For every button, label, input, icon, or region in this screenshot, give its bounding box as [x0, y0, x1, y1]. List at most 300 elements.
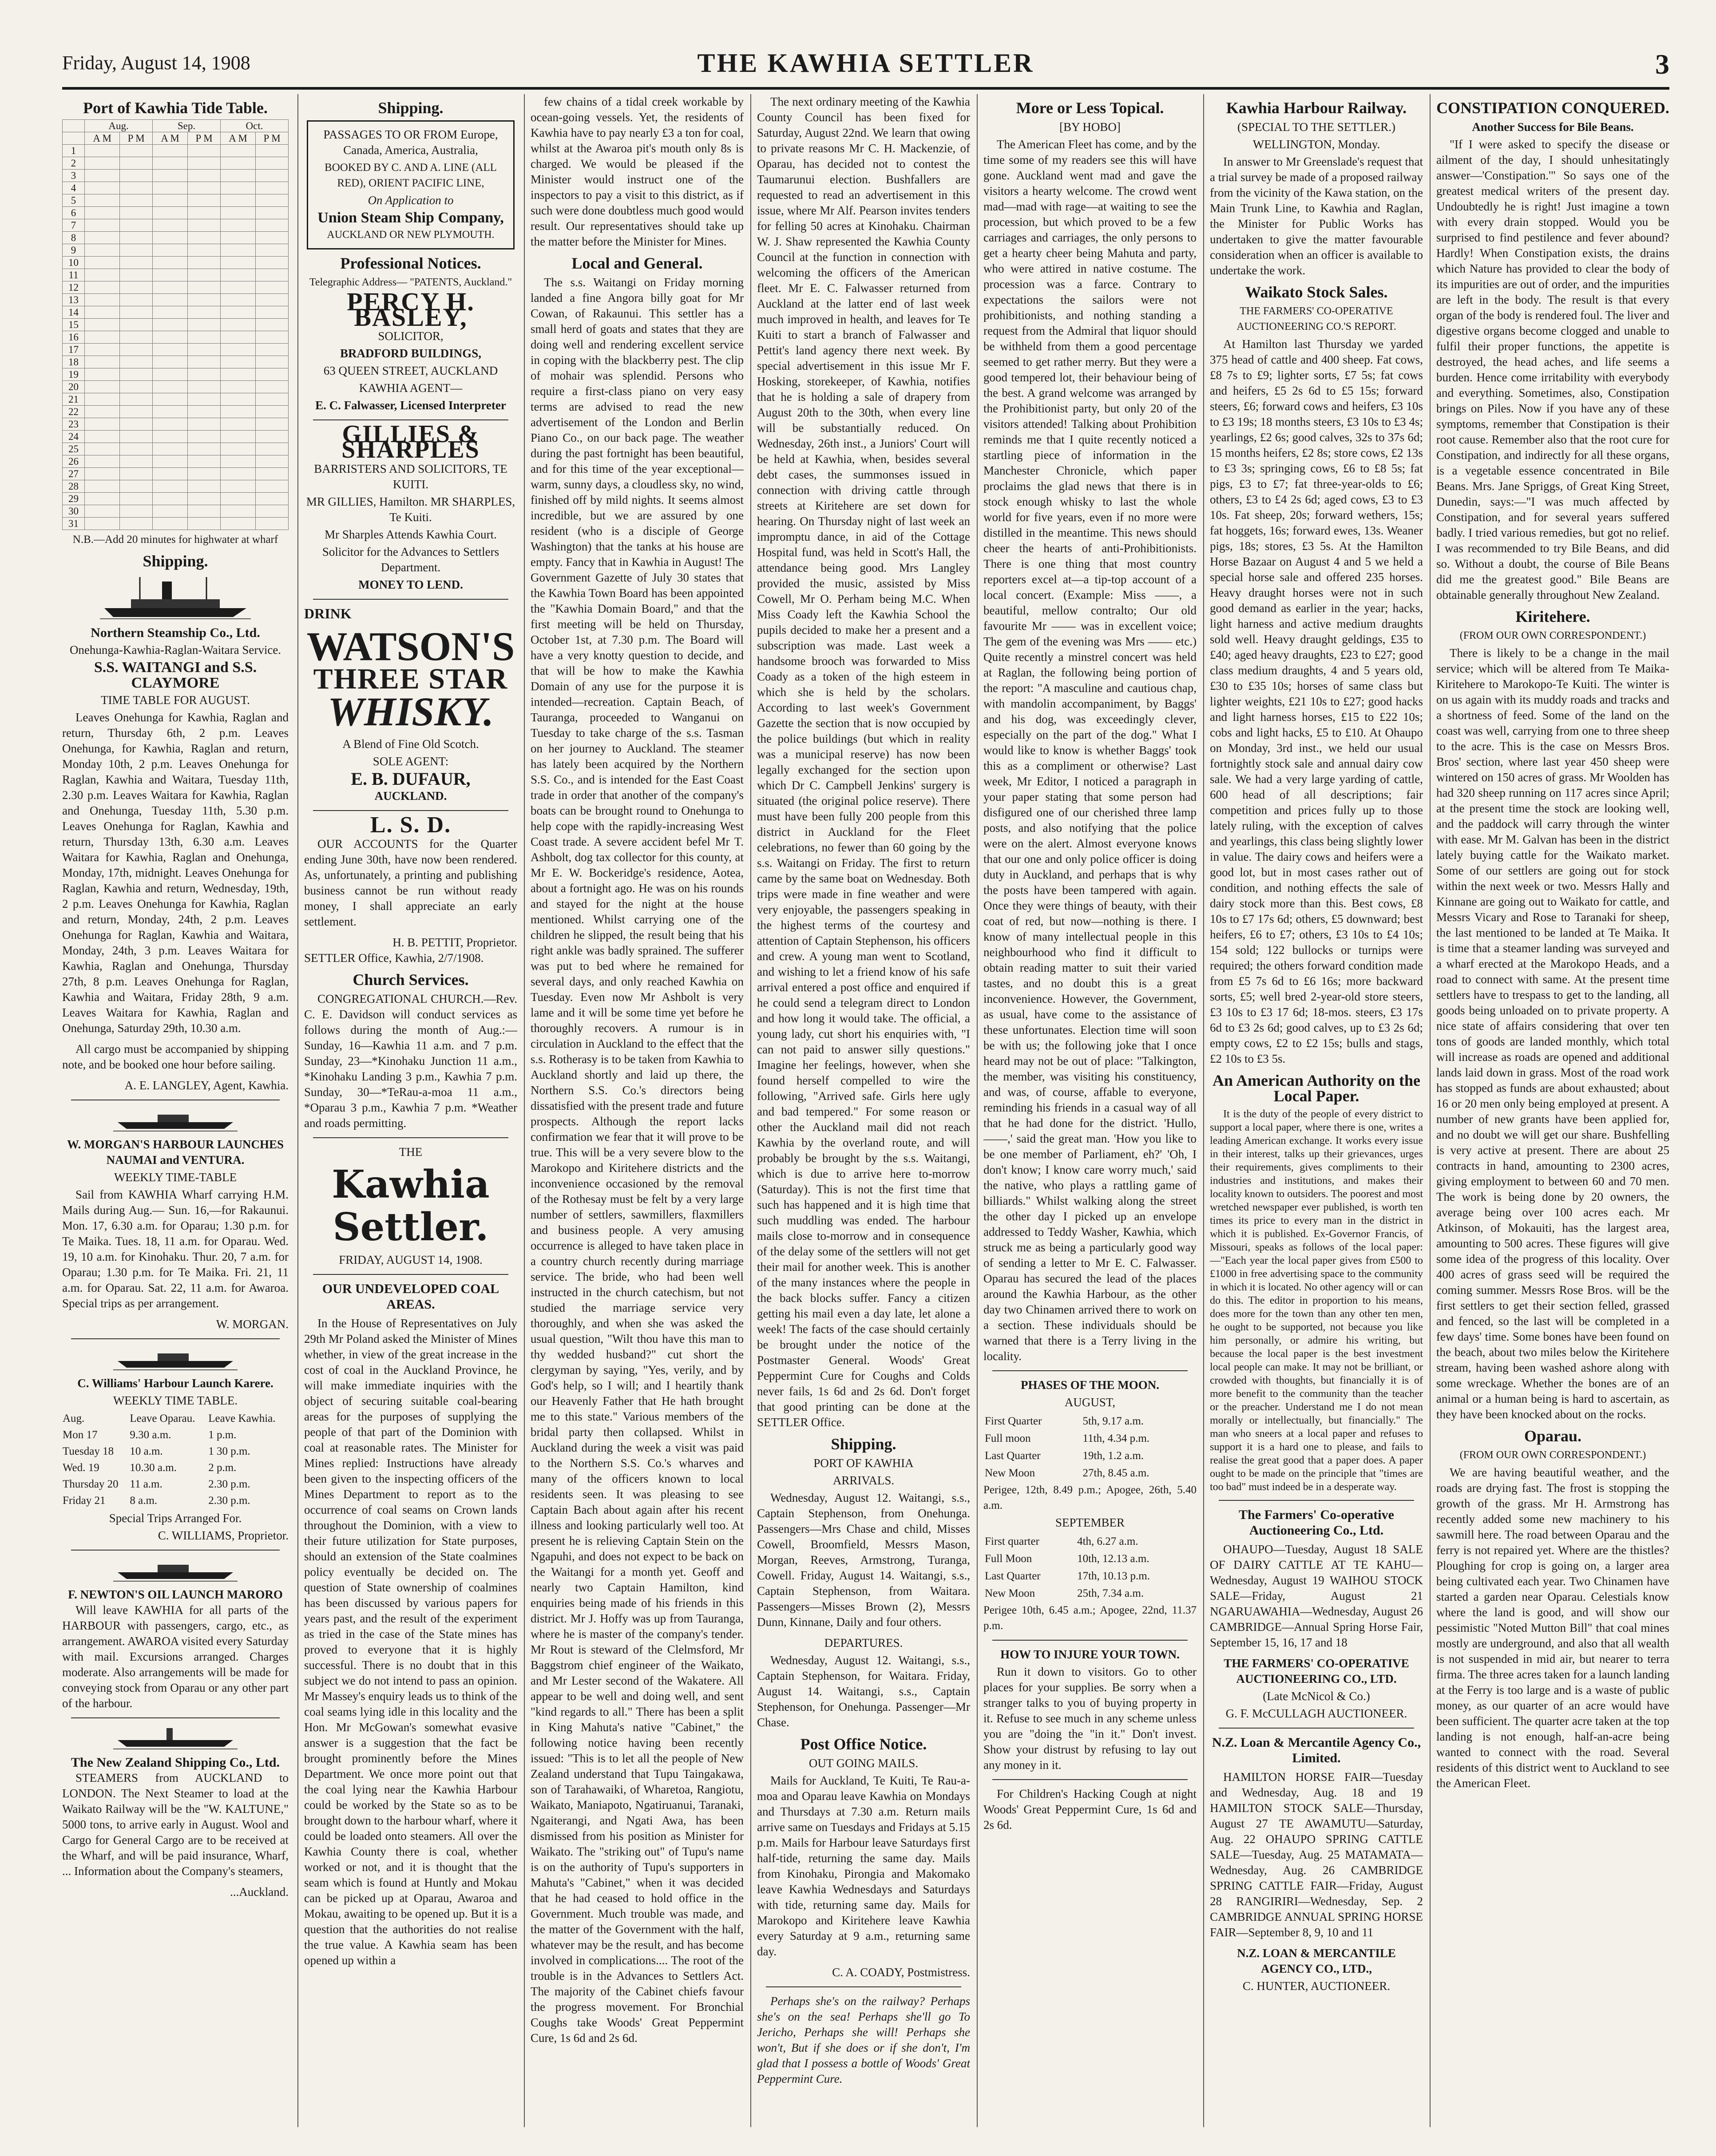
tide-row [63, 244, 289, 257]
tide-rows [63, 145, 289, 530]
tide-time [188, 455, 221, 468]
williams-col: Aug. [63, 1412, 85, 1424]
nsc-name: Northern Steamship Co., Ltd. [91, 625, 260, 640]
tide-day: 28 [63, 480, 85, 493]
tide-time [256, 281, 289, 294]
tide-time [188, 294, 221, 306]
tide-time [153, 381, 188, 393]
tide-time [120, 170, 153, 182]
tide-time [153, 294, 188, 306]
tide-day: 26 [63, 455, 85, 468]
tide-time [256, 356, 289, 368]
moon-time: 10th, 12.13 a.m. [1077, 1553, 1149, 1565]
tide-time [188, 331, 221, 344]
tide-time [256, 344, 289, 356]
divider [1219, 1500, 1414, 1501]
paper-nameplate: Kawhia Settler. [332, 1162, 490, 1250]
newton-body: Will leave KAWHIA for all parts of the HARBOUR with passengers, cargo, etc., as arrangement. AWAROA visited every Saturday with mail. Excursions arranged. Charges moderate. Also arrangements will be made for conveying stock from Oparau or any other part of the harbour. [62, 1603, 289, 1710]
tide-time [153, 455, 188, 468]
date-line: Friday, August 14, 1908 [62, 52, 250, 74]
tide-time [153, 170, 188, 182]
tide-time [153, 493, 188, 505]
tide-day: 27 [63, 468, 85, 480]
column-2 [304, 94, 517, 2127]
tide-row [63, 431, 289, 443]
column-1 [62, 94, 289, 2127]
tide-time [221, 493, 256, 505]
tide-time [221, 219, 256, 232]
tide-time [85, 306, 120, 319]
basley-name: PERCY H. BASLEY, [347, 287, 475, 332]
tide-time [256, 207, 289, 219]
tide-time [120, 381, 153, 393]
williams-col: Leave Oparau. [130, 1412, 195, 1424]
basley-agent: KAWHIA AGENT— [359, 381, 463, 395]
moon-phase: Full moon [985, 1432, 1031, 1444]
tide-time [153, 219, 188, 232]
tide-time [85, 381, 120, 393]
lsd-heading: L. S. D. [370, 812, 452, 838]
tide-time [85, 319, 120, 331]
tide-time [153, 518, 188, 530]
oparau-sub: (FROM OUR OWN CORRESPONDENT.) [1459, 1449, 1646, 1461]
newspaper-title: THE KAWHIA SETTLER [697, 48, 1034, 78]
tide-time [188, 145, 221, 157]
divider [313, 1137, 508, 1138]
tide-time [188, 319, 221, 331]
oparau-body: We are having beautiful weather, and the roads are drying fast. The frost is stopping the growth of the grass. Mr H. Armstrong has recently added some new machinery to his sawmill here. The road between Oparau and the ferry is not repaired yet. Where are the thistles? Ploughing for crop is going on, a larger area being cultivated each year. Two Chinamen have started a garden near Oparau. Celestials know where the land is good, and will show our pessimistic "Noted Mutton Bill" that coal mines mostly are underground, and also that all wealth is not suspended in mid air, but nearer to terra firma. The three acres taken for a launch landing at the Ferry is too large and is a waste of public money, as our quarter of an acre would have been sufficient. The quarter acre taken at the top landing is not enough, half-an-acre being wanted to connect with the road. Several residents of this district went to Auckland to see the American Fleet. [1436, 1466, 1669, 1790]
tide-row [63, 194, 289, 207]
tide-time [188, 244, 221, 257]
departures-heading: DEPARTURES. [824, 1636, 903, 1650]
tide-note: N.B.—Add 20 minutes for highwater at wharf [72, 534, 278, 546]
tide-row [63, 219, 289, 232]
tide-time [221, 207, 256, 219]
moon-time: 27th, 8.45 a.m. [1082, 1467, 1149, 1479]
nz-shipping-sign: ...Auckland. [230, 1885, 289, 1899]
nsc-agent: A. E. LANGLEY, Agent, Kawhia. [124, 1079, 289, 1092]
tide-row [63, 157, 289, 170]
moon-time: 25th, 7.34 a.m. [1077, 1587, 1144, 1599]
tide-day: 4 [63, 182, 85, 194]
stock-sales-body: At Hamilton last Thursday we yarded 375 head of cattle and 400 sheep. Fat cows, £8 7s to £9; lighter sorts, £7 5s; fat cows and heifers, £5 2s 6d to £5 15s; forward steers, £6; forward cows and heifers, £3 10s to £3 19s; 18 months steers, £3 10s to £3 4s; yearlings, £2 6s; good calves, 32s to 37s 6d; 15 months heifers, £2 8s; store cows, £2 13s to £3 3s; springing cows, £6 to £8 5s; fat pigs, £3 to £7; fat three-year-olds to £6; others, £3 to £4 2s 6d; aged cows, £3 to £3 10s. Fat sheep, 20s; forward wethers, 15s; fat hoggets, 16s; forward ewes, 13s. Weaner pigs, 18s; stores, £3 5s. At the Hamilton Horse Bazaar on August 4 and 5 we held a special horse sale and offered 235 horses. Heavy draught horses were not in such good demand as earlier in the year; hacks, light harness and active medium draughts sold well. Heavy draught geldings, £35 to £40; aged heavy draughts, £23 to £27; good class medium draughts, 4 and 5 years old, £30 to £35 10s; horses of same class but lighter weights, £21 10s to £27; good hacks and light harness horses, £15 to £22 10s; cobs and light hacks, £5 to £10. At Ohaupo on Monday, 3rd inst., we held our usual fortnightly stock sale and annual dairy cow sale. We had a very large yarding of cattle, 600 head of all descriptions; fair competition and prices fully up to those lately ruling, with the exception of calves and yearlings, this class being slightly lower in value. The dairy cows and heifers were a good lot, but in most cases rather out of condition, and nothing effects the sale of dairy stock more than this. Best cows, £8 10s to £7 17s 6d; others, £5 downward; best heifers, £6 to £7; others, £3 10s to £4 10s; 154 sold; 122 bullocks or turnips were required; the others forward condition made from £5 7s 6d to £6 16s; more backward sorts, £5; well bred 2-year-old store steers, £3 10s to £3 17 6d; 18-mos. steers, £3 17s 6d to £3 2s 6d; good calves, up to £3 2s 6d; empty cows, £2 to £2 15s; bulls and stags, £2 10s to £3 5s. [1210, 337, 1423, 1065]
railway-sub: (SPECIAL TO THE SETTLER.) [1237, 120, 1395, 134]
tide-month: Sep. [153, 120, 221, 132]
tide-day: 16 [63, 331, 85, 344]
tide-time [85, 182, 120, 194]
basley-building: BRADFORD BUILDINGS, [340, 347, 482, 360]
column-5 [983, 94, 1197, 2127]
tide-time [120, 244, 153, 257]
shipping-heading: Shipping. [831, 1435, 896, 1453]
tide-time [120, 431, 153, 443]
williams-col: Leave Kawhia. [208, 1412, 276, 1424]
moon-time: 5th, 9.17 a.m. [1082, 1415, 1144, 1427]
moon-phases-heading: PHASES OF THE MOON. [1020, 1378, 1160, 1392]
nzloan-body: HAMILTON HORSE FAIR—Tuesday and Wednesday, Aug. 18 and 19 HAMILTON STOCK SALE—Thursday, August 27 TE AWAMUTU—Saturday, Aug. 22 OHAUPO SPRING CATTLE SALE—Tuesday, Aug. 25 MATAMATA—Wednesday, Aug. 26 CAMBRIDGE SPRING CATTLE FAIR—Friday, August 28 RANGIRIRI—Wednesday, Sep. 2 CAMBRIDGE ANNUAL SPRING HORSE FAIR—September 8, 9, 10 and 11 [1210, 1770, 1423, 1939]
moon-august: AUGUST, [1064, 1396, 1116, 1409]
tide-time [256, 468, 289, 480]
tide-time [221, 145, 256, 157]
williams-cell: 2 p.m. [208, 1462, 237, 1474]
tide-time [85, 194, 120, 207]
tide-time [120, 281, 153, 294]
tide-time [221, 257, 256, 269]
moon-phase: First Quarter [985, 1415, 1042, 1427]
tide-time [153, 344, 188, 356]
tide-time [85, 269, 120, 281]
tide-time [221, 331, 256, 344]
tide-day: 25 [63, 443, 85, 455]
tide-time [221, 182, 256, 194]
constipation-sub: Another Success for Bile Beans. [1472, 120, 1634, 134]
tide-col: A M [85, 132, 120, 145]
tide-time [221, 269, 256, 281]
tide-day: 1 [63, 145, 85, 157]
tide-time [85, 368, 120, 381]
divider [766, 1986, 961, 1987]
tide-time [256, 406, 289, 418]
tide-time [85, 344, 120, 356]
williams-cell: Tuesday 18 [63, 1445, 114, 1457]
tide-time [120, 145, 153, 157]
tide-time [85, 480, 120, 493]
tide-time [120, 319, 153, 331]
tide-day: 29 [63, 493, 85, 505]
tide-time [221, 393, 256, 406]
divider [313, 1274, 508, 1275]
tide-row [63, 182, 289, 194]
railway-body: In answer to Mr Greenslade's request that a trial survey be made of a proposed railway from the vicinity of the Kawa station, on the Main Trunk Line, to Kawhia and Raglan, the Minister for Public Works has undertaken to give the matter favourable consideration when an officer is available to undertake the work. [1210, 155, 1423, 277]
newton-heading: F. NEWTON'S OIL LAUNCH MARORO [68, 1588, 283, 1601]
tide-day: 21 [63, 393, 85, 406]
tide-time [153, 244, 188, 257]
tide-time [120, 344, 153, 356]
tide-time [221, 431, 256, 443]
tide-table-heading: Port of Kawhia Tide Table. [83, 99, 268, 117]
divider [992, 1370, 1188, 1371]
three-star: THREE STAR [313, 663, 508, 695]
tide-time [188, 219, 221, 232]
tide-time [188, 468, 221, 480]
tide-time [120, 182, 153, 194]
tide-row [63, 406, 289, 418]
gillies-role: BARRISTERS AND SOLICITORS, TE KUITI. [314, 462, 507, 491]
tide-col: A M [221, 132, 256, 145]
tide-time [221, 244, 256, 257]
tide-time [120, 269, 153, 281]
tide-row [63, 505, 289, 518]
nsc-table-heading: TIME TABLE FOR AUGUST. [101, 693, 250, 707]
tide-time [221, 170, 256, 182]
tide-time [221, 294, 256, 306]
tide-time [85, 294, 120, 306]
professional-notices-heading: Professional Notices. [340, 254, 481, 272]
kiritehere-sub: (FROM OUR OWN CORRESPONDENT.) [1459, 630, 1646, 641]
whisky: WHISKY. [327, 689, 494, 734]
williams-cell: Wed. 19 [63, 1462, 99, 1474]
divider [992, 1640, 1188, 1641]
tide-time [85, 443, 120, 455]
moon-september-table [983, 1532, 1197, 1602]
tide-time [188, 194, 221, 207]
tide-time [120, 194, 153, 207]
tide-time [153, 368, 188, 381]
williams-cell: 8 a.m. [130, 1495, 158, 1507]
williams-cell: Thursday 20 [63, 1478, 119, 1490]
tide-time [256, 294, 289, 306]
tide-time [256, 480, 289, 493]
divider [313, 599, 508, 600]
moon-august-table [983, 1412, 1197, 1482]
departures-body: Wednesday, August 12. Waitangi, s.s., Captain Stephenson, for Waitara. Friday, August 14. Waitangi, s.s., Captain Stephenson, for Onehunga. Passenger—Mr Chase. [757, 1654, 970, 1729]
railway-place: WELLINGTON, Monday. [1252, 138, 1380, 151]
injure-town-heading: HOW TO INJURE YOUR TOWN. [1000, 1648, 1180, 1661]
tide-day: 24 [63, 431, 85, 443]
farmers-late: (Late McNicol & Co.) [1263, 1689, 1370, 1703]
tide-time [221, 381, 256, 393]
tide-time [120, 219, 153, 232]
tide-time [256, 418, 289, 431]
tide-time [256, 269, 289, 281]
tide-time [85, 244, 120, 257]
column-divider [524, 94, 525, 2127]
tide-time [188, 182, 221, 194]
williams-cell: 1 p.m. [208, 1429, 237, 1441]
tide-day: 31 [63, 518, 85, 530]
money-to-lend: MONEY TO LEND. [358, 578, 463, 591]
watsons: WATSON'S [306, 624, 515, 669]
tide-month: Aug. [85, 120, 153, 132]
tide-row [63, 493, 289, 505]
tide-time [153, 207, 188, 219]
tide-time [120, 232, 153, 244]
stock-sales-heading: Waikato Stock Sales. [1245, 283, 1388, 301]
tide-time [256, 306, 289, 319]
column-7 [1436, 94, 1669, 2127]
editorial-heading: OUR UNDEVELOPED COAL AREAS. [322, 1282, 499, 1312]
gillies-attends: Mr Sharples Attends Kawhia Court. [325, 528, 497, 541]
tide-day: 23 [63, 418, 85, 431]
divider [71, 1338, 280, 1339]
tide-time [221, 356, 256, 368]
tide-time [85, 257, 120, 269]
williams-sub: WEEKLY TIME TABLE. [113, 1394, 238, 1407]
constipation-body: "If I were asked to specify the disease or ailment of the day, I should unhesitatingly answer—'Constipation.'" So says one of the greatest medical writers of the present day. Undoubtedly he is right! Just imagine a town with every drain stopped. Would you be surprised to find pestilence and fever abound? Hardly! When Constipation exists, the drains which Nature has provided to clear the body of its impurities are out of order, and the impurities are left in the body. The result is that every organ of the body is rendered foul. The liver and digestive organs become clogged and unable to fulfil their proper functions, the appetite is destroyed, the head aches, and life seems a burden. Hence come irritability with everybody and everything. Sometimes, also, Constipation brings on Piles. Now if you have any of these symptoms, remember that Constipation is their root cause. Remember also that the root cure for Constipation, and indirectly for all these organs, is a vegetable essence concentrated in Bile Beans. Mrs. Jane Spriggs, of Great King Street, Dunedin, says:—"I was much affected by Constipation, and for several years suffered badly. I tried various remedies, but got no relief. I was recommended to try Bile Beans, and did so. Without a doubt, the course of Bile Beans did me the greatest good." Bile Beans are obtainable generally throughout New Zealand. [1436, 138, 1669, 601]
tide-time [85, 431, 120, 443]
tide-time [256, 493, 289, 505]
steamship-icon [95, 573, 255, 621]
tide-time [188, 269, 221, 281]
column-divider [750, 94, 751, 2127]
tide-time [153, 431, 188, 443]
tide-day: 15 [63, 319, 85, 331]
williams-cell: Friday 21 [63, 1495, 106, 1507]
tide-row [63, 344, 289, 356]
tide-time [85, 505, 120, 518]
gillies-name: GILLIES & SHARPLES [341, 420, 480, 463]
kiritehere-body: There is likely to be a change in the mail service; which will be altered from Te Maika-Kiritehere to Marokopo-Te Kuiti. The winter is on us again with its muddy roads and tracks and a shortness of feed. Some of the land on the coast was well, carrying from one to three sheep to the acre. This is the case on Messrs Bros. Bros' section, where last year 450 sheep were wintered on 150 acres of grass. Mr Woolden has had 320 sheep running on 117 acres since April; at the present time the stock are looking well, and the paddock will carry through the winter with ease. Mr M. Galvan has been in the district lately buying cattle for the Waikato market. Some of our settlers are going out for stock within the next week or two. Messrs Hally and Kinnane are going out to Waikato for cattle, and Messrs Vicary and Rose to Taranaki for sheep, the last mentioned to be landed at Te Maika. It is time that a steamer landing was surveyed and a wharf erected at the Marokopo Heads, and a road to connect with same. At the present time settlers have to trespass to get to the landing, all goods being unloaded on to private property. A nice state of affairs considering that over ten tons of goods are landed monthly, which total will increase as roads are opened and additional lands laid down in grass. Most of the road work has stopped as funds are about exhausted; about 16 or 20 men only being employed at present. A number of new grants have been applied for, and no doubt we will get our share. Bushfelling is very active at present. There are about 25 contracts in hand, amounting to 2300 acres, giving employment to between 60 and 70 men. The work is being done by 20 owners, the average being over 100 acres each. Mr Atkinson, of Mokauiti, has the largest area, amounting to 500 acres. These figures will give some idea of the progress of this locality. Over 400 acres of grass seed will be required the coming summer. Messrs Rose Bros. will be the first settlers to get their section felled, grassed and fenced, so the last will be completed in a few days' time. Some bones have been found on the beach, about two miles below the Kiritehere stream, having been washed ashore along with some wreckage. Whether the bones are of an animal or a human being is hard to ascertain, as they have been knocked about on the rocks. [1436, 646, 1669, 1421]
american-authority-body: It is the duty of the people of every district to support a local paper, where there is one, writes a leading American exchange. It works every issue in their interest, talks up their grievances, urges their requirements, gives compliments to their industries and institutions, and makes their locality known to outsiders. The poorest and most wretched newspaper ever published, is worth ten times its price to every man in the district in which it is published. Ex-Governor Francis, of Missouri, speaks as follows of the local paper:—"Each year the local paper gives from £500 to £1000 in free advertising space to the community in which it is located. No other agency will or can do this. The editor in proportion to his means, does more for the town than any other ten men, he ought to be supported, not because you like him personally, or admire his writing, but because the local paper is the best investment local people can make. It may not be brilliant, or crowded with thoughts, but financially it is of more benefit to the community than the teacher or the preacher. Understand me I do not mean morally or intellectually, but financially." The man who sneers at a local paper and refuses to support it is a hard one to please, and fails to realise the great good that a paper does. A paper ought to be made on the principle that "times are too bad" must indeed be in a desperate way. [1210, 1108, 1423, 1493]
moon-august-note: Perigee, 12th, 8.49 p.m.; Apogee, 26th, 5.40 a.m. [983, 1484, 1197, 1511]
basley-telegraphic: Telegraphic Address— "PATENTS, Auckland." [309, 277, 512, 288]
post-office-body: Mails for Auckland, Te Kuiti, Te Rau-a-moa and Oparau leave Kawhia on Mondays and Thursdays at 7.30 a.m. Return mails arrive same on Tuesdays and Fridays at 5.15 p.m. Mails for Harbour leave Saturdays first half-tide, returning the same day. Mails from Kinohaku, Pirongia and Makomako leave Kawhia Wednesdays and Saturdays with tide, returning same day. Mails for Marokopo and Kiritehere leave Kawhia every Saturday at 9 a.m., returning same day. [757, 1774, 970, 1958]
divider [992, 1779, 1188, 1780]
tide-time [85, 468, 120, 480]
tide-time [256, 443, 289, 455]
morgan-heading: W. MORGAN'S HARBOUR LAUNCHES NAUMAI and VENTURA. [67, 1138, 284, 1167]
tide-time [188, 170, 221, 182]
tide-row [63, 269, 289, 281]
tide-time [85, 418, 120, 431]
tide-table [62, 119, 289, 530]
tide-row [63, 281, 289, 294]
tide-time [153, 418, 188, 431]
lsd-sign: H. B. PETTIT, Proprietor. [392, 936, 517, 949]
nz-shipping-body: STEAMERS from AUCKLAND to LONDON. The Next Steamer to load at the Waikato Railway will be the "W. KALTUNE," 5000 tons, to arrive early in August. Wool and Cargo for General Cargo are to be received at the Wharf, and will be paid insurance, Wharf, ... Information about the Company's steamers, [62, 1771, 289, 1878]
moon-time: 17th, 10.13 p.m. [1077, 1570, 1150, 1582]
gillies-solicitor: Solicitor for the Advances to Settlers Department. [322, 545, 499, 574]
nsc-note: All cargo must be accompanied by shipping note, and be booked one hour before sailing. [62, 1042, 289, 1071]
moon-phase: New Moon [985, 1467, 1035, 1479]
tide-time [256, 518, 289, 530]
tide-time [120, 306, 153, 319]
drink: DRINK [304, 605, 352, 621]
peppermint-verse: Perhaps she's on the railway? Perhaps she's on the sea! Perhaps she'll go To Jericho, Perhaps she will! Perhaps she won't, But if she does or if she don't, I'm glad that I possess a bottle of Woods' Great Peppermint Cure. [757, 1994, 970, 2085]
tide-time [256, 244, 289, 257]
tide-row [63, 170, 289, 182]
tide-time [120, 294, 153, 306]
tide-time [256, 431, 289, 443]
moon-time: 11th, 4.34 p.m. [1082, 1432, 1150, 1444]
tide-row [63, 145, 289, 157]
tide-time [221, 368, 256, 381]
williams-cell: 2.30 p.m. [208, 1495, 250, 1507]
tide-time [85, 331, 120, 344]
church-services-heading: Church Services. [353, 971, 469, 989]
tide-time [153, 157, 188, 170]
tide-time [256, 182, 289, 194]
tide-time [120, 257, 153, 269]
farmers-name: THE FARMERS' CO-OPERATIVE AUCTIONEERING CO., LTD. [1224, 1657, 1409, 1685]
launch-icon [109, 1345, 242, 1372]
tide-time [188, 381, 221, 393]
shipping-heading: Shipping. [143, 552, 208, 570]
basley-agent-name: E. C. Falwasser, Licensed Interpreter [315, 399, 506, 412]
tide-time [85, 406, 120, 418]
tide-row [63, 356, 289, 368]
tide-time [85, 393, 120, 406]
union-address: AUCKLAND OR NEW PLYMOUTH. [327, 229, 495, 241]
tide-time [153, 393, 188, 406]
nzloan-heading: N.Z. Loan & Mercantile Agency Co., Limited. [1212, 1735, 1421, 1765]
tide-time [221, 468, 256, 480]
tide-time [153, 331, 188, 344]
steamship-icon [109, 1725, 242, 1751]
tide-time [256, 145, 289, 157]
tide-time [188, 281, 221, 294]
tide-time [153, 145, 188, 157]
application: On Application to [368, 194, 454, 207]
tide-time [85, 207, 120, 219]
tide-time [221, 319, 256, 331]
tide-time [120, 393, 153, 406]
tide-time [221, 194, 256, 207]
column-divider [1203, 94, 1204, 2127]
tide-time [221, 406, 256, 418]
tide-row [63, 381, 289, 393]
tide-row [63, 257, 289, 269]
tide-row [63, 232, 289, 244]
williams-cell: 9.30 a.m. [130, 1429, 171, 1441]
whisky-blend: A Blend of Fine Old Scotch. [342, 737, 479, 751]
divider [1219, 1728, 1414, 1729]
tide-time [221, 443, 256, 455]
divider [71, 1717, 280, 1718]
tide-time [188, 505, 221, 518]
tide-day: 30 [63, 505, 85, 518]
tide-time [221, 157, 256, 170]
tide-time [120, 443, 153, 455]
booked-lines: BOOKED BY C. AND A. LINE (ALL RED), ORIENT PACIFIC LINE, [325, 162, 497, 189]
tide-time [221, 344, 256, 356]
tide-time [221, 505, 256, 518]
launch-icon [109, 1107, 242, 1133]
basley-street: 63 QUEEN STREET, AUCKLAND [323, 364, 498, 377]
tide-time [153, 356, 188, 368]
tide-time [120, 480, 153, 493]
tide-time [188, 356, 221, 368]
tide-day: 10 [63, 257, 85, 269]
tide-time [188, 418, 221, 431]
tide-time [188, 306, 221, 319]
tide-time [153, 257, 188, 269]
tide-time [153, 480, 188, 493]
passages: PASSAGES TO OR FROM Europe, Canada, America, Australia, [323, 128, 498, 157]
tide-time [188, 232, 221, 244]
tide-day: 11 [63, 269, 85, 281]
tide-time [153, 182, 188, 194]
tide-time [153, 406, 188, 418]
tide-time [256, 257, 289, 269]
union-steam-ad [307, 120, 515, 249]
tide-day: 19 [63, 368, 85, 381]
tide-day: 9 [63, 244, 85, 257]
tide-day: 22 [63, 406, 85, 418]
tide-day: 2 [63, 157, 85, 170]
dufaur-name: E. B. DUFAUR, [351, 769, 471, 789]
injure-town-body: Run it down to visitors. Go to other places for your supplies. Be sorry when a stranger talks to you of buying property in it. Refuse to see much in any scheme unless you are "doing the "in it." Don't invest. Show your distrust by refusing to lay out any money in it. [983, 1665, 1197, 1772]
tide-time [221, 281, 256, 294]
tide-row [63, 518, 289, 530]
williams-cell: 11 a.m. [130, 1478, 162, 1490]
morgan-timetable: Sail from KAWHIA Wharf carrying H.M. Mails during Aug.— Sun. 16,—for Rakaunui. Mon. 17, 6.30 a.m. for Oparau; 1.30 p.m. for Te Maika. Tues. 18, 11 a.m. for Oparau. Wed. 19, 10 a.m. for Kinohaku. Thur. 20, 7 a.m. for Oparau; 1.30 p.m. for Te Maika. Fri. 21, 11 a.m. for Oparau. Sat. 22, 11 a.m. for Awaroa. Special trips as per arrangement. [62, 1188, 289, 1310]
williams-timetable [62, 1410, 289, 1509]
tide-time [85, 170, 120, 182]
launch-icon [109, 1557, 242, 1583]
moon-time: 4th, 6.27 a.m. [1077, 1535, 1138, 1547]
tide-time [120, 157, 153, 170]
basley-role: SOLICITOR, [378, 329, 444, 343]
tide-day: 3 [63, 170, 85, 182]
topical-body: The American Fleet has come, and by the time some of my readers see this will have gone. Auckland went mad and gave the visitors a hearty welcome. The crowd went mad—mad with rage—at waiting to see the procession, but which proved to be a few carriages and carriages, the only persons to get a hearty cheer being Mahuta and party, who were attired in native costume. The procession was a farce. Contrary to expectations the sailors were not prohibitionists, and nothing standing a request from the Admiral that liquor should be withheld from them a good percentage seemed to get rather merry. But they were a good tempered lot, their behaviour being of the best. A grand welcome was arranged by the Prohibitionist party, but only 20 of the visitors attended! Talking about Prohibition reminds me that I quite recently noticed a startling piece of information in the Manchester Chronicle, which paper proclaims the glad news that there is in stock enough whisky to last the whole world for five years, even if no more were distilled in the meantime. This news should cheer the hearts of anti-Prohibitionists. There is one thing that most country reporters excel at—a tip-top account of a local concert. (Example: Miss ——, a beautiful, mellow contralto; Our old favourite Mr —— was in excellent voice; The gem of the evening was Mrs —— etc.) Quite recently a minstrel concert was held at Raglan, the following being portion of the report: "A masculine and cautious chap, with mandolin accompaniment, by Baggs' and his dog, was exceedingly clever, especially on the part of the dog." What I would like to know is whether Baggs' took this as a compliment or otherwise? Last week, Mr Editor, I noticed a paragraph in your paper stating that some person had disfigured one of our cherished three lamp posts, and also notifying that the police were on the alert. Almost everyone knows that our one and only police officer is doing duty in Auckland, and perhaps that is why the posts have been tampered with again. Once they were things of beauty, with their coat of red, but now—nothing is there. I know of many intellectual people in this neighbourhood who find it difficult to obtain reading matter to suit their varied tastes, and no doubt this is a great inconvenience. However, the Government, as usual, have come to the assistance of these unfortunates. Election time will soon be with us; the following joke that I once heard may not be out of place: "Talkington, the member, was visiting his constituency, and was, of course, affable to everyone, reminding his friends in a casual way of all that he had done for the district. 'Hullo, ——,' said the great man. 'How you like to be one member of Parliament, eh?' 'Oh, I don't know; I know care worry much,' said the native, who plays a rattling game of billiards." Whilst walking along the street the other day I picked up an envelope addressed to Teddy Washer, Kawhia, which struck me as being a particularly good way of sending a letter to Mr E. C. Falwasser. Oparau has secured the lead of the places around the Kawhia Harbour, as the other day two Chinamen arrived there to work on a section. These individuals should be warned that there is a Terry living in the locality. [983, 138, 1197, 1363]
tide-row [63, 294, 289, 306]
nsc-vessels: S.S. WAITANGI and S.S. CLAYMORE [94, 659, 257, 691]
arrivals-body: Wednesday, August 12. Waitangi, s.s., Captain Stephenson, from Onehunga. Passengers—Mrs Chase and child, Misses Cowell, Broomfield, Messrs Mason, Morgan, Reeves, Armstrong, Turanga, Cowell. Friday, August 14. Waitangi, s.s., Captain Stephenson, from Waitara. Passengers—Misses Brown (2), Messrs Dunn, Kinnane, Daily and four others. [757, 1491, 970, 1629]
tide-row [63, 468, 289, 480]
tide-time [120, 207, 153, 219]
moon-september-note: Perigee 10th, 6.45 a.m.; Apogee, 22nd, 11.37 p.m. [983, 1604, 1197, 1632]
